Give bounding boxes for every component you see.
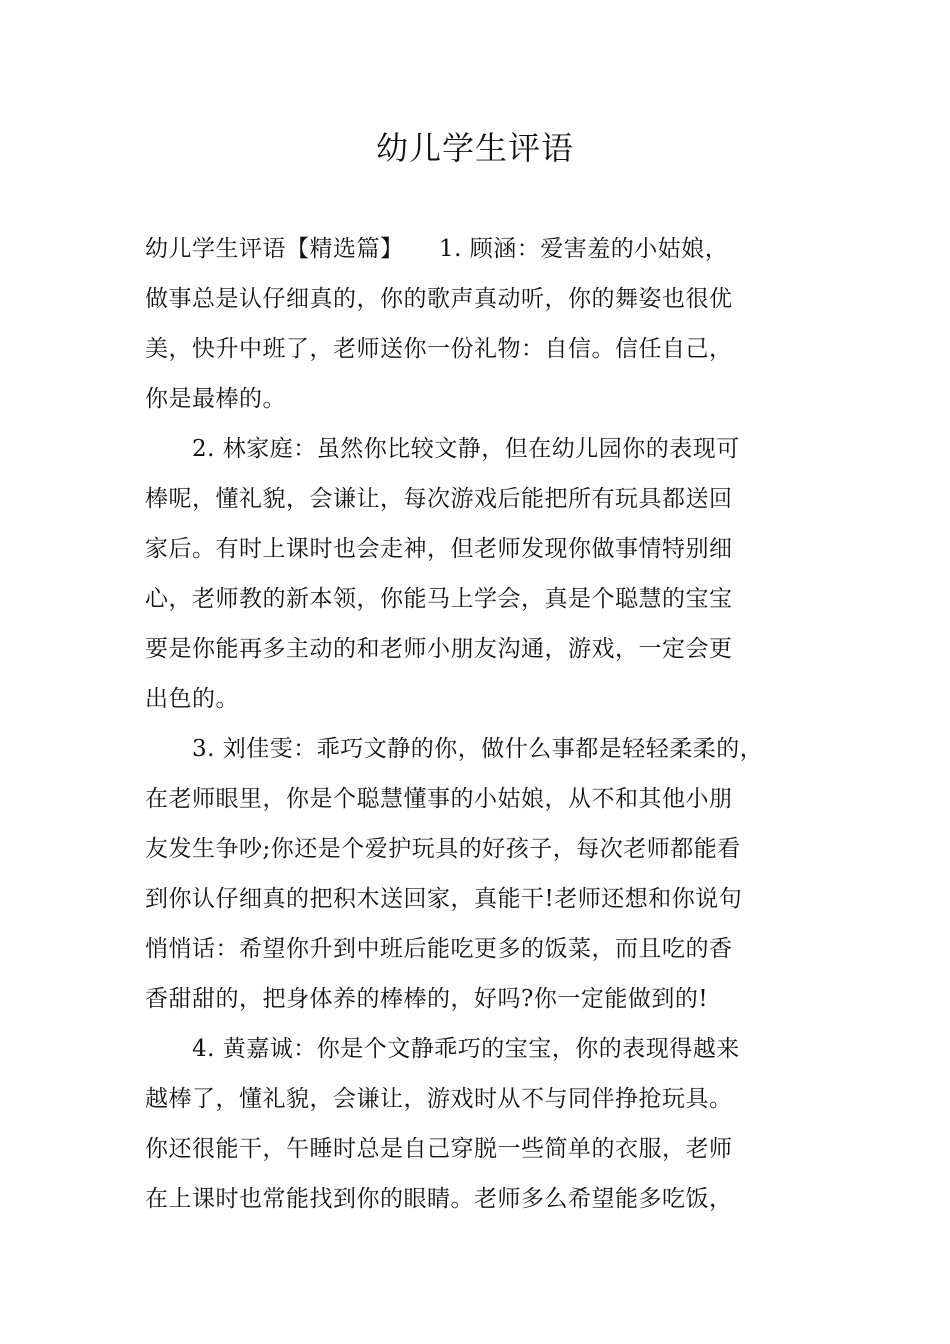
document-title: 幼儿学生评语 bbox=[375, 129, 574, 167]
text-line: 到你认仔细真的把积木送回家，真能干!老师还想和你说句 bbox=[145, 886, 743, 912]
text-line: 香甜甜的，把身体养的棒棒的，好吗?你一定能做到的! bbox=[145, 986, 709, 1012]
text-line: 你是最棒的。 bbox=[145, 386, 286, 412]
text-line: 4. 黄嘉诚：你是个文静乖巧的宝宝，你的表现得越来 bbox=[145, 1036, 740, 1062]
text-line: 要是你能再多主动的和老师小朋友沟通，游戏，一定会更 bbox=[145, 636, 733, 662]
text-line: 做事总是认仔细真的，你的歌声真动听，你的舞姿也很优 bbox=[145, 286, 733, 312]
text-line: 悄悄话：希望你升到中班后能吃更多的饭菜，而且吃的香 bbox=[145, 936, 733, 962]
text-line: 友发生争吵;你还是个爱护玩具的好孩子，每次老师都能看 bbox=[145, 836, 741, 862]
text-line: 3. 刘佳雯：乖巧文静的你，做什么事都是轻轻柔柔的， bbox=[145, 736, 764, 762]
text-line: 越棒了，懂礼貌，会谦让，游戏时从不与同伴挣抢玩具。 bbox=[145, 1086, 733, 1112]
text-line: 在老师眼里，你是个聪慧懂事的小姑娘，从不和其他小朋 bbox=[145, 786, 733, 812]
text-line: 你还很能干，午睡时总是自己穿脱一些简单的衣服，老师 bbox=[145, 1136, 733, 1162]
text-line: 家后。有时上课时也会走神，但老师发现你做事情特别细 bbox=[145, 536, 733, 562]
text-line: 美，快升中班了，老师送你一份礼物：自信。信任自己， bbox=[145, 336, 733, 362]
text-line: 出色的。 bbox=[145, 686, 239, 712]
text-line: 心，老师教的新本领，你能马上学会，真是个聪慧的宝宝 bbox=[145, 586, 733, 612]
text-line: 2. 林家庭：虽然你比较文静，但在幼儿园你的表现可 bbox=[145, 436, 740, 462]
text-line: 幼儿学生评语【精选篇】 1. 顾涵：爱害羞的小姑娘， bbox=[145, 236, 729, 262]
text-line: 在上课时也常能找到你的眼睛。老师多么希望能多吃饭， bbox=[145, 1186, 733, 1212]
text-line: 棒呢，懂礼貌，会谦让，每次游戏后能把所有玩具都送回 bbox=[145, 486, 733, 512]
